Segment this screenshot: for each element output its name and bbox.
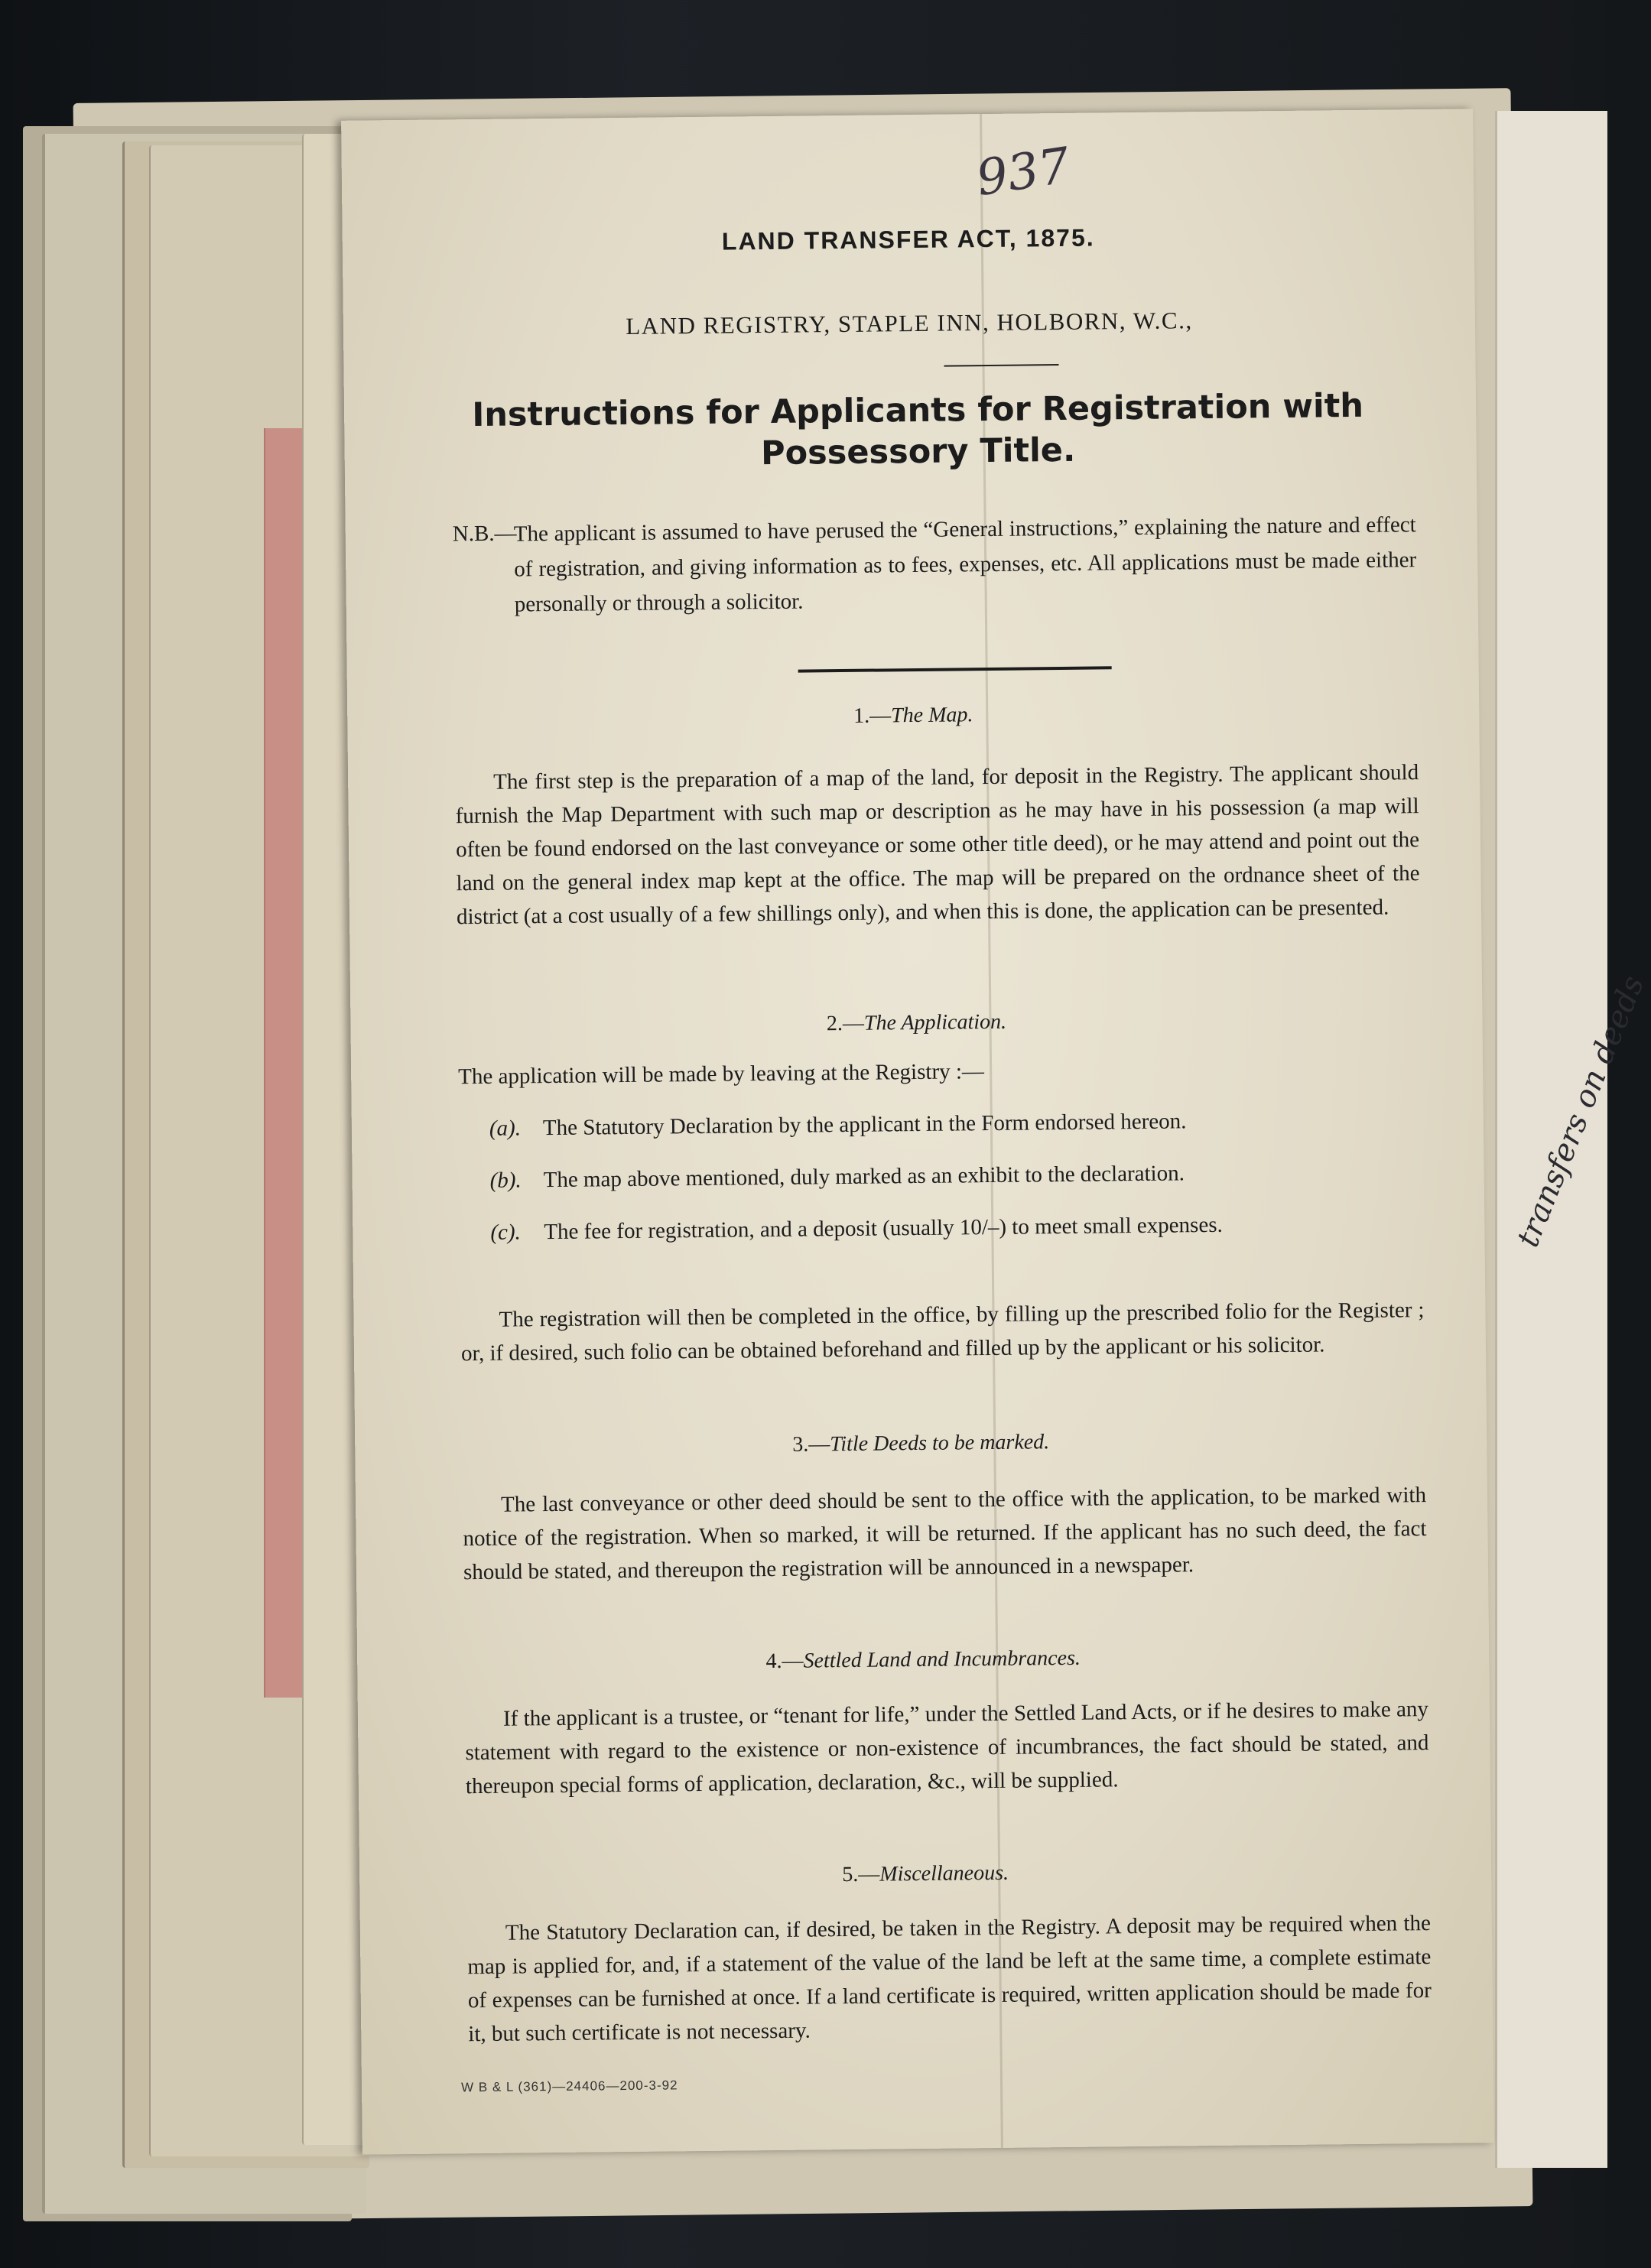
section-title: Settled Land and Incumbrances.	[803, 1646, 1081, 1673]
document-page	[341, 109, 1494, 2154]
main-title-line-1: Instructions for Applicants for Registration with	[472, 386, 1364, 435]
list-marker: (a).	[489, 1116, 522, 1141]
list-text: The fee for registration, and a deposit (usually 10/–) to meet small expenses.	[544, 1212, 1223, 1245]
section-number: 3.—	[792, 1432, 830, 1457]
act-title: LAND TRANSFER ACT, 1875.	[721, 223, 1095, 255]
section-number: 4.—	[765, 1649, 804, 1674]
section-2-paragraph: The registration will then be completed in the office, by filling up the prescribed folio for the Register ; or, if desired, such folio can be obtained beforehand and filled up by the applicant or his solicitor.	[460, 1298, 1425, 1366]
list-item-a	[489, 1102, 1422, 1145]
section-heading-1	[347, 697, 1479, 733]
divider-short	[944, 364, 1059, 367]
section-1-paragraph: The first step is the preparation of a map of the land, for deposit in the Registry. The applicant should furnish the Map Department with such map or description as he may have in his possession (a map will often be found endorsed on the last conveyance or some other title deed), or he may attend and point out the land on the general index map kept at the office. The map will be prepared on the ordnance sheet of the district (at a cost usually of a few shillings only), and when this is done, the application can be presented.	[455, 760, 1420, 930]
list-marker: (c).	[490, 1220, 521, 1245]
list-text: The Statutory Declaration by the applicant in the Form endorsed hereon.	[542, 1109, 1187, 1141]
section-title: Miscellaneous.	[879, 1860, 1009, 1886]
main-title	[413, 385, 1423, 478]
list-text: The map above mentioned, duly marked as an exhibit to the declaration.	[543, 1161, 1185, 1193]
section-5-paragraph: The Statutory Declaration can, if desired, be taken in the Registry. A deposit may be required when the map is applied for, and, if a statement of the value of the land be left at the same time, a complete estimate of expenses can be furnished at once. If a land certificate is required, written application should be made for it, but such certificate is not necessary.	[467, 1911, 1432, 2047]
section-3-paragraph: The last conveyance or other deed should be sent to the office with the application, to be marked with notice of the registration. When so marked, it will be returned. If the applicant has no such deed, the fact should be stated, and thereupon the registration will be announced in a newspaper.	[463, 1483, 1427, 1585]
section-heading-3	[355, 1425, 1487, 1461]
nb-note: The applicant is assumed to have perused the “General instructions,” explaining the nature and effect of registration, and giving information as to fees, expenses, etc. All applications must be made either personally or through a solicitor.	[513, 512, 1417, 617]
printer-imprint: W B & L (361)—24406—200-3-92	[460, 2078, 678, 2095]
section-title: The Application.	[863, 1009, 1007, 1035]
main-title-line-2: Possessory Title.	[760, 431, 1076, 473]
section-title: Title Deeds to be marked.	[830, 1430, 1050, 1457]
divider-long	[798, 666, 1112, 672]
section-heading-2	[350, 1005, 1482, 1041]
section-title: The Map.	[890, 703, 973, 728]
margin-note: transfers on deeds	[1510, 970, 1651, 1253]
section-2-intro: The application will be made by leaving at the Registry :—	[458, 1059, 985, 1090]
section-number: 5.—	[842, 1862, 880, 1887]
registry-address: LAND REGISTRY, STAPLE INN, HOLBORN, W.C.,	[626, 307, 1193, 340]
handwritten-folio-number: 937	[973, 137, 1074, 208]
section-4-paragraph: If the applicant is a trustee, or “tenant for life,” under the Settled Land Acts, or if he desires to make any statement with regard to the existence or non-existence of incumbrances, the fact should be stated, and thereupon special forms of application, declaration, &c., will be supplied.	[465, 1697, 1429, 1799]
list-marker: (b).	[489, 1168, 522, 1193]
pink-sheet-edge	[264, 428, 302, 1698]
section-heading-4	[357, 1642, 1489, 1678]
section-heading-5	[359, 1856, 1491, 1892]
nb-label: N.B.—	[452, 521, 517, 547]
list-item-c	[490, 1206, 1423, 1249]
facing-page-handwriting	[1495, 970, 1651, 1453]
section-number: 2.—	[826, 1011, 865, 1036]
list-item-b	[489, 1154, 1422, 1197]
section-number: 1.—	[853, 703, 892, 728]
